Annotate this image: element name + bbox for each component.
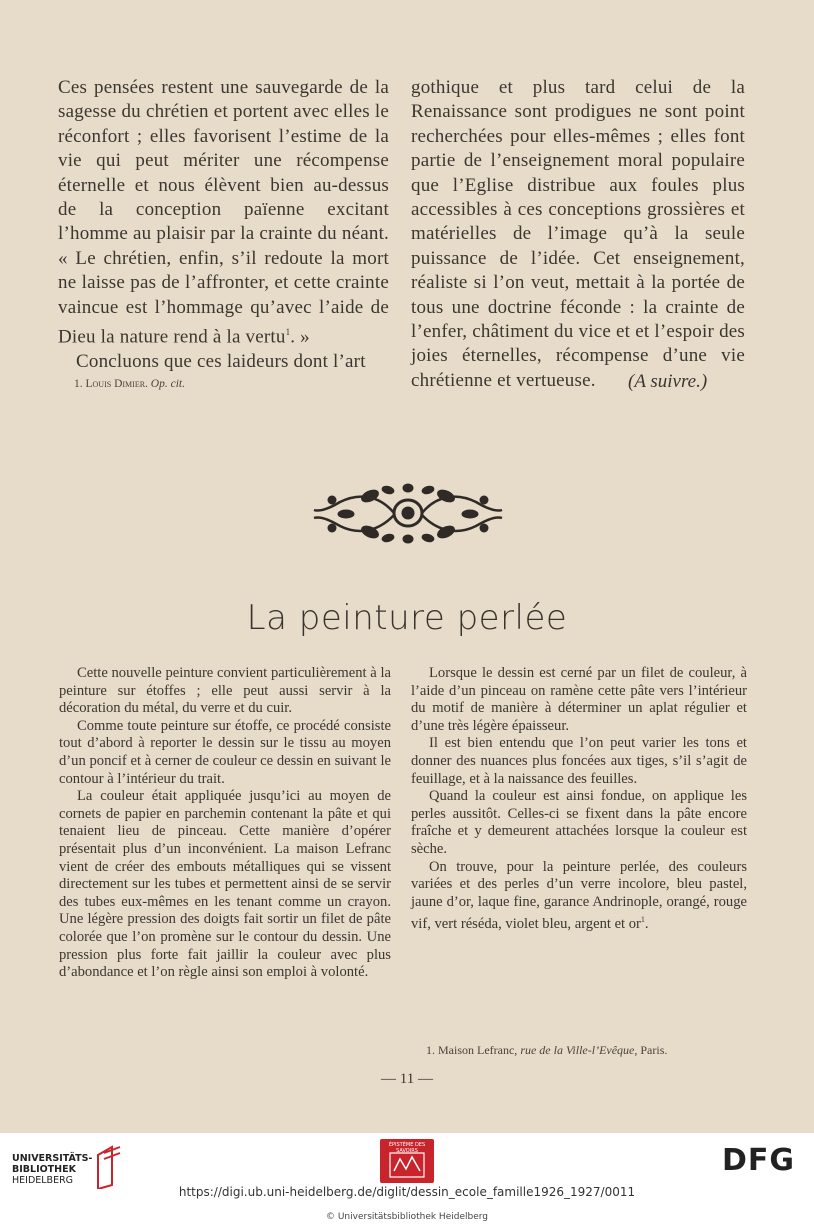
floral-ornament-icon	[310, 482, 506, 544]
top-left-paragraph-2: Concluons que ces laideurs dont l’art	[76, 350, 366, 372]
bottom-left-column	[59, 665, 391, 982]
bottom-right-paragraph-1: Lorsque le dessin est cerné par un filet de couleur, à l’aide d’un pinceau on ramène cette pâte vers l’intérieur du motif de manière à déterminer un aplat régulier et d’une très légère épaisseur.	[411, 665, 747, 734]
top-right-paragraph: gothique et plus tard celui de la Renaissance sont prodigues ne sont point recherchées pour elles-mêmes ; elles font partie de l’enseignement moral populaire que l’Eglise distribue aux foules plus accessibles à ces conceptions grossières et matérielles de l’image qu’à la seule puissance de l’idée. Cet enseignement, réaliste si l’on veut, mettait à la portée de tous une doctrine féconde : la crainte de l’enfer, châtiment du vice et et l’espoir des joies éternelles, récompense d’une vie chrétienne et vertueuse.	[411, 77, 745, 391]
bottom-right-footnote: 1. Maison Lefranc, rue de la Ville-l’Evêque, Paris.	[426, 1043, 668, 1057]
to-be-continued: (A suivre.)	[628, 371, 708, 392]
document-url[interactable]: https://digi.ub.uni-heidelberg.de/diglit/dessin_ecole_famille1926_1927/0011	[178, 1185, 636, 1199]
episteme-emblem-icon	[380, 1151, 434, 1181]
bottom-right-paragraph-3: Quand la couleur est ainsi fondue, on applique les perles aussitôt. Celles-ci se fixent dans la pâte encore fraîche et y demeurent attachées lorsque la couleur est sèche.	[411, 788, 747, 857]
episteme-logo-text: ÉPISTÈME DES SAVOIRS	[388, 1142, 426, 1154]
bottom-left-paragraph-1: Cette nouvelle peinture convient particulièrement à la peinture sur étoffes ; elle peut aussi servir à la décoration du métal, du verre et du cuir.	[59, 665, 391, 717]
bottom-right-column	[411, 665, 747, 934]
bottom-left-paragraph-3: La couleur était appliquée jusqu’ici au moyen de cornets de papier en parchemin contenant la pâte et qui tenaient lieu de pinceau. Cette manière d’opérer présentait plus d’un inconvénient. La maison Lefranc vient de créer des embouts métalliques qui se vissent directement sur les tubes et permettent ainsi de se servir des tubes eux-mêmes en les tenant comme un crayon. Une légère pression des doigts fait sortir un filet de pâte colorée que l’on promène sur le contour du dessin. Une pression plus forte fait jaillir la couleur avec plus d’abondance et l’on règle ainsi son emploi à volonté.	[59, 788, 391, 981]
bottom-right-paragraph-2: Il est bien entendu que l’on peut varier les tons et donner des nuances plus foncées aux tiges, s’il s’agit de feuillage, et à la naissance des feuilles.	[411, 735, 747, 787]
top-right-column	[411, 76, 745, 393]
footer	[0, 1133, 814, 1231]
bottom-left-paragraph-2: Comme toute peinture sur étoffe, ce procédé consiste tout d’abord à reporter le dessin sur le tissu au moyen d’un poncif et à cerner de couleur ce dessin en suivant le contour à l’intérieur du trait.	[59, 717, 391, 787]
bottom-right-paragraph-4: On trouve, pour la peinture perlée, des couleurs variées et des perles d’un verre incolore, bleu pastel, jaune d’or, laque fine, garance Andrinople, orangé, rouge vif, vert réséda, violet bleu, argent et $or^1$.	[411, 858, 747, 933]
ub-line-2: BIBLIOTHEK	[12, 1164, 76, 1175]
ub-line-3: HEIDELBERG	[12, 1175, 74, 1186]
ub-mark-icon	[94, 1145, 124, 1189]
top-left-paragraph-1: Ces pensées restent une sauvegarde de la sagesse du chrétien et portent avec elles le réconfort ; elles favorisent l’estime de la vie qui peut mériter une récompense éternelle et nous élèvent bien au-dessus de la conception païenne excitant l’homme au plaisir par la crainte du néant. « Le chrétien, enfin, s’il redoute la mort ne laisse pas de l’affronter, et cette crainte vaincue est l’hommage qu’avec l’aide de Dieu la nature rend à la vertu$^1$. »	[58, 77, 389, 348]
episteme-logo[interactable]	[380, 1139, 434, 1183]
top-left-footnote: 1. Louis Dimier. Op. cit.	[74, 378, 185, 390]
article-title: La peinture perlée	[246, 598, 568, 638]
ub-line-1: UNIVERSITÄTS-	[12, 1153, 93, 1164]
page-number: — 11 —	[381, 1071, 433, 1087]
dfg-logo[interactable]: DFG	[722, 1143, 796, 1178]
top-left-column	[58, 76, 389, 374]
copyright-notice: © Universitätsbibliothek Heidelberg	[325, 1212, 488, 1222]
